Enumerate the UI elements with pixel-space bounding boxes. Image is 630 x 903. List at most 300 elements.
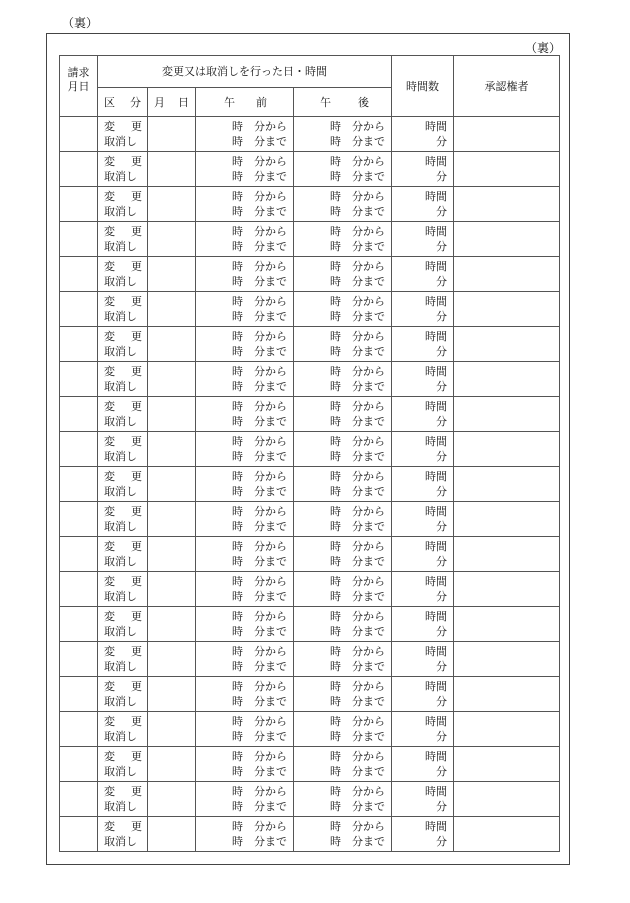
gozen-cell[interactable] [196, 607, 294, 642]
gozen-until-text: 時 分まで [232, 345, 287, 358]
month-day-cell[interactable] [148, 642, 196, 677]
month-day-cell[interactable] [148, 397, 196, 432]
approver-cell[interactable] [454, 362, 560, 397]
gozen-until-text: 時 分まで [232, 555, 287, 568]
gogo-cell[interactable] [294, 397, 392, 432]
gogo-until-text: 時 分まで [330, 800, 385, 813]
month-day-cell[interactable] [148, 257, 196, 292]
kubun-change-char1: 変 [104, 260, 115, 273]
kubun-change-char1: 変 [104, 820, 115, 833]
table-row [60, 257, 560, 292]
kubun-change-label [104, 679, 142, 694]
approver-cell[interactable] [454, 187, 560, 222]
minutes-unit-text: 分 [436, 695, 447, 708]
kubun-change-label [104, 119, 142, 134]
kubun-change-char2: 更 [131, 435, 142, 448]
gogo-until-text: 時 分まで [330, 590, 385, 603]
gozen-cell[interactable] [196, 292, 294, 327]
gogo-cell[interactable] [294, 607, 392, 642]
gogo-from-text: 時 分から [330, 155, 385, 168]
gozen-from-text: 時 分から [232, 365, 287, 378]
kubun-cell[interactable] [98, 152, 148, 187]
minutes-unit-text: 分 [436, 205, 447, 218]
gozen-cell[interactable] [196, 362, 294, 397]
month-day-cell[interactable] [148, 677, 196, 712]
gogo-from-text: 時 分から [330, 295, 385, 308]
month-day-cell[interactable] [148, 362, 196, 397]
kubun-cell[interactable] [98, 747, 148, 782]
gozen-until-text: 時 分まで [232, 380, 287, 393]
gogo-from-text: 時 分から [330, 435, 385, 448]
gogo-until-text: 時 分まで [330, 555, 385, 568]
kubun-cell[interactable] [98, 362, 148, 397]
kubun-change-char2: 更 [131, 365, 142, 378]
gozen-until-text: 時 分まで [232, 800, 287, 813]
gozen-cell[interactable] [196, 782, 294, 817]
kubun-cancel-label: 取消し [104, 380, 137, 393]
gogo-cell[interactable] [294, 817, 392, 852]
hours-unit-text: 時間 [425, 190, 447, 203]
approver-cell[interactable] [454, 502, 560, 537]
form-frame [46, 33, 570, 865]
table-row [60, 432, 560, 467]
request-date-cell[interactable] [60, 222, 98, 257]
gogo-until-text: 時 分まで [330, 240, 385, 253]
kubun-header-char2: 分 [130, 95, 141, 109]
request-date-cell[interactable] [60, 537, 98, 572]
hours-cell[interactable] [392, 607, 454, 642]
table-row [60, 397, 560, 432]
gogo-cell[interactable] [294, 362, 392, 397]
kubun-cancel-label: 取消し [104, 835, 137, 848]
kubun-change-char1: 変 [104, 750, 115, 763]
gozen-from-text: 時 分から [232, 715, 287, 728]
table-row [60, 327, 560, 362]
kubun-cell[interactable] [98, 467, 148, 502]
kubun-change-char2: 更 [131, 715, 142, 728]
hours-cell[interactable] [392, 712, 454, 747]
request-date-cell[interactable] [60, 572, 98, 607]
hours-unit-text: 時間 [425, 750, 447, 763]
hours-cell[interactable] [392, 432, 454, 467]
approver-cell[interactable] [454, 537, 560, 572]
hours-cell[interactable] [392, 397, 454, 432]
hours-cell[interactable] [392, 222, 454, 257]
gozen-until-text: 時 分まで [232, 240, 287, 253]
month-day-cell[interactable] [148, 782, 196, 817]
kubun-cancel-label: 取消し [104, 660, 137, 673]
month-day-cell[interactable] [148, 467, 196, 502]
gogo-until-text: 時 分まで [330, 835, 385, 848]
hours-cell[interactable] [392, 362, 454, 397]
kubun-cell[interactable] [98, 397, 148, 432]
gogo-until-text: 時 分まで [330, 135, 385, 148]
kubun-change-label [104, 154, 142, 169]
gogo-until-text: 時 分まで [330, 415, 385, 428]
hours-cell[interactable] [392, 152, 454, 187]
change-cancel-table [59, 55, 560, 852]
request-date-cell[interactable] [60, 467, 98, 502]
gogo-until-text: 時 分まで [330, 730, 385, 743]
minutes-unit-text: 分 [436, 555, 447, 568]
approver-cell[interactable] [454, 117, 560, 152]
hours-cell[interactable] [392, 467, 454, 502]
approver-cell[interactable] [454, 782, 560, 817]
gozen-cell[interactable] [196, 642, 294, 677]
hours-unit-text: 時間 [425, 435, 447, 448]
kubun-change-char1: 変 [104, 610, 115, 623]
hours-unit-text: 時間 [425, 610, 447, 623]
gogo-until-text: 時 分まで [330, 660, 385, 673]
gozen-cell[interactable] [196, 187, 294, 222]
approver-cell[interactable] [454, 327, 560, 362]
table-row [60, 747, 560, 782]
request-date-cell[interactable] [60, 397, 98, 432]
month-day-cell[interactable] [148, 712, 196, 747]
gozen-from-text: 時 分から [232, 505, 287, 518]
kubun-change-char2: 更 [131, 610, 142, 623]
kubun-cell[interactable] [98, 677, 148, 712]
hours-unit-text: 時間 [425, 225, 447, 238]
hours-unit-text: 時間 [425, 470, 447, 483]
kubun-change-label [104, 294, 142, 309]
kubun-change-char1: 変 [104, 785, 115, 798]
gozen-cell[interactable] [196, 502, 294, 537]
hours-cell[interactable] [392, 642, 454, 677]
gozen-until-text: 時 分まで [232, 135, 287, 148]
kubun-cell[interactable] [98, 432, 148, 467]
kubun-change-label [104, 259, 142, 274]
hours-cell[interactable] [392, 187, 454, 222]
request-date-cell[interactable] [60, 152, 98, 187]
gogo-cell[interactable] [294, 467, 392, 502]
gogo-cell[interactable] [294, 152, 392, 187]
kubun-change-char2: 更 [131, 330, 142, 343]
request-date-cell[interactable] [60, 712, 98, 747]
approver-cell[interactable] [454, 572, 560, 607]
kubun-change-char1: 変 [104, 715, 115, 728]
kubun-cell[interactable] [98, 712, 148, 747]
request-date-cell[interactable] [60, 257, 98, 292]
kubun-change-char1: 変 [104, 190, 115, 203]
kubun-change-char2: 更 [131, 120, 142, 133]
hours-cell[interactable] [392, 677, 454, 712]
kubun-cell[interactable] [98, 537, 148, 572]
hours-cell[interactable] [392, 257, 454, 292]
gogo-from-text: 時 分から [330, 785, 385, 798]
approver-cell[interactable] [454, 467, 560, 502]
minutes-unit-text: 分 [436, 800, 447, 813]
gogo-from-text: 時 分から [330, 190, 385, 203]
approver-cell[interactable] [454, 397, 560, 432]
hours-cell[interactable] [392, 292, 454, 327]
hours-cell[interactable] [392, 537, 454, 572]
gozen-header-char2: 前 [256, 95, 267, 109]
kubun-change-label [104, 504, 142, 519]
minutes-unit-text: 分 [436, 135, 447, 148]
approver-cell[interactable] [454, 257, 560, 292]
gozen-header-char1: 午 [224, 95, 235, 109]
month-day-cell[interactable] [148, 432, 196, 467]
approver-cell[interactable] [454, 712, 560, 747]
gozen-from-text: 時 分から [232, 155, 287, 168]
gozen-from-text: 時 分から [232, 575, 287, 588]
gogo-cell[interactable] [294, 712, 392, 747]
kubun-change-char1: 変 [104, 295, 115, 308]
gogo-until-text: 時 分まで [330, 625, 385, 638]
gozen-until-text: 時 分まで [232, 765, 287, 778]
gogo-until-text: 時 分まで [330, 310, 385, 323]
request-date-cell[interactable] [60, 362, 98, 397]
minutes-unit-text: 分 [436, 660, 447, 673]
kubun-cell[interactable] [98, 642, 148, 677]
gozen-until-text: 時 分まで [232, 590, 287, 603]
hours-cell[interactable] [392, 327, 454, 362]
kubun-change-char1: 変 [104, 540, 115, 553]
kubun-cancel-label: 取消し [104, 485, 137, 498]
month-header-char: 月 [154, 95, 165, 109]
gozen-from-text: 時 分から [232, 295, 287, 308]
gozen-until-text: 時 分まで [232, 730, 287, 743]
gozen-cell[interactable] [196, 152, 294, 187]
gozen-from-text: 時 分から [232, 610, 287, 623]
kubun-cell[interactable] [98, 572, 148, 607]
approver-cell[interactable] [454, 292, 560, 327]
request-date-cell[interactable] [60, 292, 98, 327]
kubun-cancel-label: 取消し [104, 345, 137, 358]
month-day-cell[interactable] [148, 292, 196, 327]
table-row [60, 712, 560, 747]
kubun-change-char1: 変 [104, 330, 115, 343]
gogo-cell[interactable] [294, 117, 392, 152]
gozen-until-text: 時 分まで [232, 415, 287, 428]
kubun-change-label [104, 364, 142, 379]
kubun-cancel-label: 取消し [104, 765, 137, 778]
month-day-cell[interactable] [148, 152, 196, 187]
gozen-until-text: 時 分まで [232, 485, 287, 498]
minutes-unit-text: 分 [436, 520, 447, 533]
gogo-cell[interactable] [294, 747, 392, 782]
gozen-header [196, 87, 294, 116]
kubun-change-char2: 更 [131, 260, 142, 273]
gozen-until-text: 時 分まで [232, 275, 287, 288]
gozen-from-text: 時 分から [232, 540, 287, 553]
gozen-cell[interactable] [196, 817, 294, 852]
kubun-cancel-label: 取消し [104, 625, 137, 638]
kubun-cell[interactable] [98, 187, 148, 222]
table-row [60, 117, 560, 152]
gogo-until-text: 時 分まで [330, 345, 385, 358]
kubun-cell[interactable] [98, 327, 148, 362]
kubun-cancel-label: 取消し [104, 240, 137, 253]
gogo-from-text: 時 分から [330, 680, 385, 693]
gogo-cell[interactable] [294, 327, 392, 362]
month-day-cell[interactable] [148, 502, 196, 537]
gozen-until-text: 時 分まで [232, 625, 287, 638]
gozen-from-text: 時 分から [232, 435, 287, 448]
kubun-change-char2: 更 [131, 295, 142, 308]
kubun-cell[interactable] [98, 117, 148, 152]
request-date-cell[interactable] [60, 642, 98, 677]
gozen-cell[interactable] [196, 397, 294, 432]
gogo-from-text: 時 分から [330, 330, 385, 343]
gozen-cell[interactable] [196, 467, 294, 502]
gogo-until-text: 時 分まで [330, 520, 385, 533]
kubun-change-char1: 変 [104, 575, 115, 588]
request-date-cell[interactable] [60, 502, 98, 537]
table-row [60, 607, 560, 642]
gogo-cell[interactable] [294, 572, 392, 607]
table-row [60, 222, 560, 257]
table-row [60, 502, 560, 537]
kubun-change-label [104, 749, 142, 764]
hours-unit-text: 時間 [425, 505, 447, 518]
gozen-until-text: 時 分まで [232, 310, 287, 323]
month-day-cell[interactable] [148, 327, 196, 362]
minutes-unit-text: 分 [436, 170, 447, 183]
kubun-change-label [104, 574, 142, 589]
request-date-header-line1: 請求 [67, 66, 90, 79]
day-header-char: 日 [178, 95, 189, 109]
change-title-header: 変更又は取消しを行った日・時間 [98, 56, 392, 88]
gozen-from-text: 時 分から [232, 820, 287, 833]
kubun-change-char2: 更 [131, 820, 142, 833]
gozen-cell[interactable] [196, 432, 294, 467]
approver-cell[interactable] [454, 747, 560, 782]
gozen-until-text: 時 分まで [232, 660, 287, 673]
request-date-cell[interactable] [60, 607, 98, 642]
kubun-change-char1: 変 [104, 225, 115, 238]
gozen-cell[interactable] [196, 327, 294, 362]
minutes-unit-text: 分 [436, 730, 447, 743]
kubun-change-char2: 更 [131, 645, 142, 658]
kubun-change-label [104, 399, 142, 414]
month-day-cell[interactable] [148, 222, 196, 257]
gogo-cell[interactable] [294, 432, 392, 467]
request-date-cell[interactable] [60, 747, 98, 782]
hours-unit-text: 時間 [425, 785, 447, 798]
month-day-cell[interactable] [148, 117, 196, 152]
gozen-cell[interactable] [196, 747, 294, 782]
gogo-until-text: 時 分まで [330, 485, 385, 498]
month-day-cell[interactable] [148, 817, 196, 852]
gogo-cell[interactable] [294, 502, 392, 537]
gogo-cell[interactable] [294, 537, 392, 572]
kubun-change-char2: 更 [131, 750, 142, 763]
gozen-cell[interactable] [196, 537, 294, 572]
minutes-unit-text: 分 [436, 380, 447, 393]
kubun-change-char1: 変 [104, 470, 115, 483]
hours-cell[interactable] [392, 117, 454, 152]
gogo-cell[interactable] [294, 292, 392, 327]
gogo-cell[interactable] [294, 187, 392, 222]
gozen-from-text: 時 分から [232, 785, 287, 798]
kubun-cancel-label: 取消し [104, 205, 137, 218]
gozen-cell[interactable] [196, 572, 294, 607]
hours-cell[interactable] [392, 782, 454, 817]
gogo-cell[interactable] [294, 257, 392, 292]
gogo-cell[interactable] [294, 782, 392, 817]
month-day-cell[interactable] [148, 607, 196, 642]
hours-cell[interactable] [392, 817, 454, 852]
request-date-cell[interactable] [60, 432, 98, 467]
kubun-change-char1: 変 [104, 435, 115, 448]
hours-cell[interactable] [392, 502, 454, 537]
gozen-from-text: 時 分から [232, 120, 287, 133]
kubun-cell[interactable] [98, 607, 148, 642]
hours-unit-text: 時間 [425, 820, 447, 833]
month-day-cell[interactable] [148, 537, 196, 572]
gogo-from-text: 時 分から [330, 645, 385, 658]
gogo-from-text: 時 分から [330, 820, 385, 833]
kubun-cell[interactable] [98, 782, 148, 817]
request-date-header [60, 56, 98, 117]
kubun-cancel-label: 取消し [104, 800, 137, 813]
gogo-cell[interactable] [294, 677, 392, 712]
form-side-label: （裏） [524, 41, 561, 55]
month-day-cell[interactable] [148, 187, 196, 222]
kubun-change-label [104, 784, 142, 799]
kubun-cell[interactable] [98, 502, 148, 537]
gozen-cell[interactable] [196, 677, 294, 712]
gozen-cell[interactable] [196, 117, 294, 152]
gozen-cell[interactable] [196, 257, 294, 292]
approver-cell[interactable] [454, 222, 560, 257]
hours-cell[interactable] [392, 572, 454, 607]
gozen-from-text: 時 分から [232, 645, 287, 658]
kubun-cell[interactable] [98, 257, 148, 292]
approver-cell[interactable] [454, 607, 560, 642]
request-date-cell[interactable] [60, 327, 98, 362]
request-date-cell[interactable] [60, 677, 98, 712]
hours-unit-text: 時間 [425, 295, 447, 308]
kubun-cancel-label: 取消し [104, 730, 137, 743]
table-row [60, 362, 560, 397]
approver-cell[interactable] [454, 642, 560, 677]
approver-cell[interactable] [454, 817, 560, 852]
request-date-cell[interactable] [60, 117, 98, 152]
request-date-cell[interactable] [60, 817, 98, 852]
gozen-until-text: 時 分まで [232, 835, 287, 848]
kubun-change-char2: 更 [131, 540, 142, 553]
kubun-cell[interactable] [98, 817, 148, 852]
approver-cell[interactable] [454, 677, 560, 712]
table-row [60, 292, 560, 327]
hours-unit-text: 時間 [425, 365, 447, 378]
gogo-until-text: 時 分まで [330, 695, 385, 708]
gogo-cell[interactable] [294, 642, 392, 677]
gogo-cell[interactable] [294, 222, 392, 257]
gozen-cell[interactable] [196, 222, 294, 257]
gozen-cell[interactable] [196, 712, 294, 747]
approver-cell[interactable] [454, 432, 560, 467]
minutes-unit-text: 分 [436, 590, 447, 603]
request-date-cell[interactable] [60, 187, 98, 222]
table-row [60, 187, 560, 222]
gogo-from-text: 時 分から [330, 120, 385, 133]
month-day-cell[interactable] [148, 572, 196, 607]
kubun-cell[interactable] [98, 222, 148, 257]
hours-cell[interactable] [392, 747, 454, 782]
approver-cell[interactable] [454, 152, 560, 187]
request-date-cell[interactable] [60, 782, 98, 817]
minutes-unit-text: 分 [436, 275, 447, 288]
kubun-cell[interactable] [98, 292, 148, 327]
kubun-cancel-label: 取消し [104, 450, 137, 463]
hours-unit-text: 時間 [425, 715, 447, 728]
minutes-unit-text: 分 [436, 310, 447, 323]
month-day-cell[interactable] [148, 747, 196, 782]
